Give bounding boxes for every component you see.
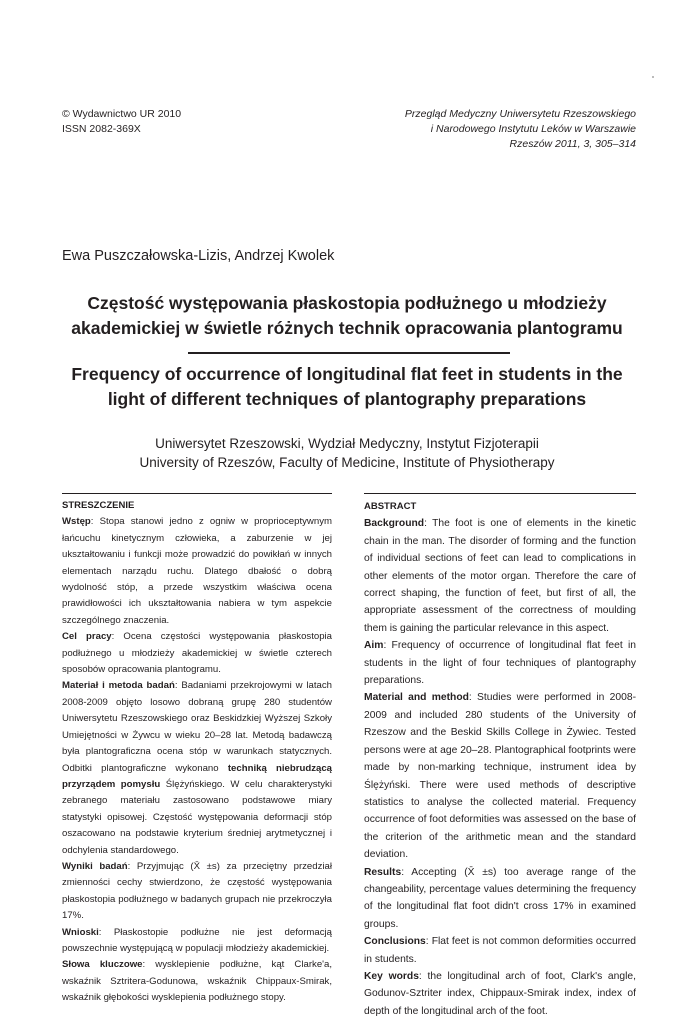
cel-label: Cel pracy (62, 631, 112, 643)
cel-paragraph (62, 629, 332, 678)
background-text: : The foot is one of elements in the kinetic chain in the man. The disorder of forming and the function of individual sections of feet can lead to complications in other elements of the motor organ. Therefore the care of correct shaping, the function of feet, but first of all, the appropriate assessment of the correctness of moulding them is gaining the particular relevance in this aspect. (364, 518, 636, 634)
aim-text: : Frequency of occurrence of longitudinal flat feet in students in the light of four techniques of plantography preparations. (364, 640, 636, 687)
title-english-line-1: Frequency of occurrence of longitudinal flat feet in students in the (71, 364, 623, 384)
conclusions-text: : Flat feet is not common deformities occurred in students. (364, 936, 636, 965)
aim-label: Aim (364, 640, 384, 652)
authors: Ewa Puszczałowska-Lizis, Andrzej Kwolek (62, 248, 335, 264)
column-divider (62, 493, 332, 494)
wstep-label: Wstęp (62, 516, 91, 528)
keywords-text: : the longitudinal arch of foot, Clark's angle, Godunov-Sztriter index, Chippaux-Smirak index, index of depth of the longitudinal arch of the foot. (364, 970, 636, 1017)
slowa-kluczowe-label: Słowa kluczowe (62, 959, 143, 971)
journal-name-line-1: Przegląd Medyczny Uniwersytetu Rzeszowskiego (404, 108, 636, 120)
wyniki-label: Wyniki badań (62, 860, 128, 872)
material-text-1: : Badaniami przekrojowymi w latach 2008-2009 objęto losowo dobraną grupę 280 studentów Uniwersytetu Rzeszowskiego oraz Beskidzkiej Wyższej Szkoły Umiejętności w Żywcu w wieku 20–28 lat. Metodą badawczą była plantograficzna ocena stóp w warunkach statycznych. Odbitki plantograficzne wykonano (62, 680, 332, 774)
material-method-label: Material and method (364, 692, 469, 704)
conclusions-label: Conclusions (364, 936, 426, 948)
wyniki-text: : Przyjmując (X̄ ±s) za przeciętny przedział zmienności cechy stwierdzono, że częstość występowania płaskostopia podłużnego w badanych grupach nie przekroczyła 17%. (62, 860, 333, 922)
background-paragraph (364, 515, 636, 637)
title-polish-line-1: Częstość występowania płaskostopia podłużnego u młodzieży (87, 293, 607, 313)
slowa-kluczowe-paragraph (62, 957, 332, 1006)
column-divider (364, 493, 636, 494)
conclusions-paragraph (364, 933, 636, 968)
affiliation-polish: Uniwersytet Rzeszowski, Wydział Medyczny, Instytut Fizjoterapii (155, 436, 539, 451)
affiliation-english: University of Rzeszów, Faculty of Medicine, Institute of Physiotherapy (139, 455, 555, 470)
journal-info (405, 107, 636, 152)
streszczenie-heading: STRESZCZENIE (62, 500, 135, 511)
title-divider (188, 352, 510, 354)
slowa-kluczowe-text: : wysklepienie podłużne, kąt Clarke'a, wskaźnik Sztritera-Godunowa, wskaźnik Chippaux-Smirak, wskaźnik głębokości wysklepienia podłużnego stopy. (62, 959, 332, 1004)
journal-name-line-2: i Narodowego Instytutu Leków w Warszawie (430, 123, 636, 135)
wstep-text: : Stopa stanowi jedno z ogniw w proprioceptywnym łańcuchu kinetycznym człowieka, a zaburzenie w jej ukształtowaniu i funkcji może prowadzić do powikłań w innych elementach narządu ruchu. Dlatego dbałość o dobrą wydolność stóp, a przede wszystkim właściwa ocena prawidłowości ich ukształtowania nabiera w tym aspekcie szczególnego znaczenia. (62, 516, 332, 626)
publisher-info (62, 107, 181, 137)
keywords-paragraph (364, 968, 636, 1020)
title-polish-line-2: akademickiej w świetle różnych technik opracowania plantogramu (71, 318, 623, 338)
material-method-text: : Studies were performed in 2008-2009 and included 280 students of the University of Rzeszow and the Beskid Skills College in Żywiec. Tested persons were at age 20–28. Plantographical footprints were made by non-marking technique, instrument idea by Ślężyński. There were used methods of descriptive statistics to analyse the collected material. Frequency occurrence of foot deformities was assessed on the base of the criterion of the arithmetic mean and the standard deviation. (364, 692, 637, 861)
streszczenie-column (62, 493, 332, 1007)
wnioski-label: Wnioski (62, 926, 99, 938)
keywords-label: Key words (364, 970, 419, 982)
title-english-line-2: light of different techniques of plantography preparations (107, 389, 587, 409)
results-paragraph (364, 864, 636, 934)
wyniki-paragraph (62, 859, 332, 925)
cel-text: : Ocena częstości występowania płaskostopia podłużnego u młodzieży akademickiej w świetle czterech sposobów opracowania plantogramu. (62, 631, 333, 676)
wnioski-text: : Płaskostopie podłużne nie jest deformacją powszechnie występującą w populacji młodzieży akademickiej. (62, 926, 332, 954)
abstract-heading: ABSTRACT (364, 501, 417, 512)
material-label: Materiał i metoda badań (62, 680, 175, 692)
material-paragraph (62, 678, 332, 858)
wnioski-paragraph (62, 925, 332, 958)
background-label: Background (364, 518, 425, 530)
material-text-2: Ślężyńskiego. W celu charakterystyki zebranego materiału zastosowano podstawowe miary statystyki opisowej. Częstość występowania deformacji stóp oszacowano na podstawie kryterium średniej arytmetycznej i odchylenia standardowego. (62, 778, 332, 856)
results-label: Results (364, 866, 402, 878)
results-text: : Accepting (X̄ ±s) too average range of the changeability, percentage values determining the frequency of the longitudinal flat foot didn't cross 17% in examined groups. (364, 866, 636, 930)
title-polish (40, 291, 654, 341)
material-method-paragraph (364, 689, 636, 863)
wstep-paragraph (62, 514, 332, 629)
material-bold-text: techniką niebrudzącą przyrządem pomysłu (62, 762, 333, 790)
journal-issue-line: Rzeszów 2011, 3, 305–314 (509, 138, 636, 150)
page-corner-mark (652, 76, 654, 78)
abstract-column (364, 493, 636, 1020)
aim-paragraph (364, 637, 636, 689)
publisher-line: © Wydawnictwo UR 2010 (62, 108, 182, 120)
affiliation (40, 434, 654, 472)
title-english (40, 362, 654, 412)
issn-line: ISSN 2082-369X (62, 123, 141, 135)
